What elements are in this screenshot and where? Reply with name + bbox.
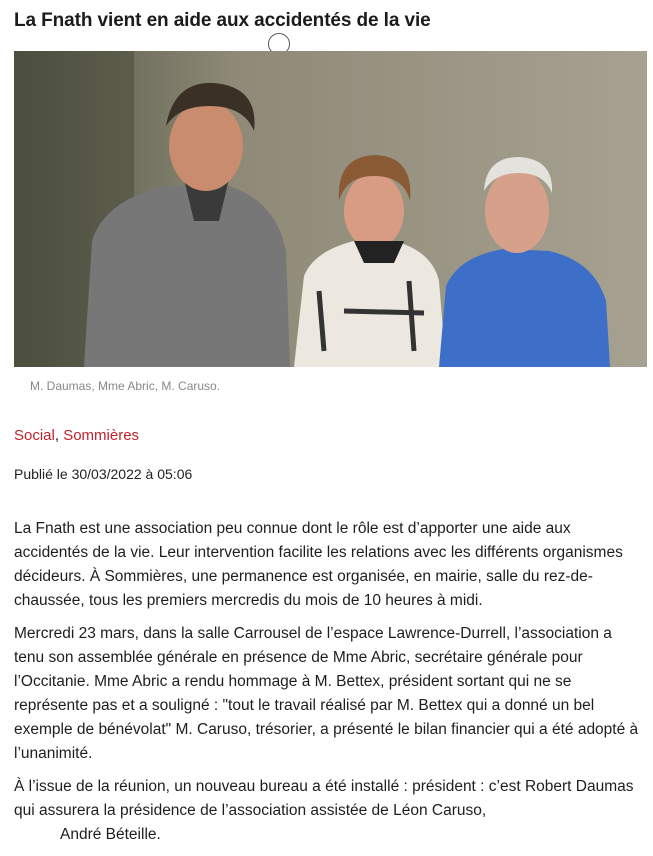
article-paragraph: À l’issue de la réunion, un nouveau bureau a été installé : président : c’est Robert Daumas qui assurera la présidence de l’association assistée de Léon Caruso, <box>14 778 634 819</box>
category-link-sommieres[interactable]: Sommières <box>63 427 140 444</box>
article-body <box>14 517 646 856</box>
article-photo <box>14 51 647 367</box>
article-title: La Fnath vient en aide aux accidentés de la vie <box>14 10 431 31</box>
category-links <box>14 427 139 444</box>
published-date: Publié le 30/03/2022 à 05:06 <box>14 466 193 482</box>
category-separator: , <box>54 427 64 444</box>
article-paragraph: La Fnath est une association peu connue dont le rôle est d’apporter une aide aux accidentés de la vie. Leur intervention facilite les relations avec les différents organismes décideurs. À Sommières, une permanence est organisée, en mairie, salle du rez-de-chaussée, tous les premiers mercredis du mois de 10 heures à midi. <box>14 520 623 609</box>
category-link-social[interactable]: Social <box>14 427 55 444</box>
photo-caption: M. Daumas, Mme Abric, M. Caruso. <box>30 379 221 393</box>
article-paragraph: Mercredi 23 mars, dans la salle Carrousel de l’espace Lawrence-Durrell, l’association a tenu son assemblée générale en présence de Mme Abric, secrétaire générale pour l’Occitanie. Mme Abric a rendu hommage à M. Bettex, président sortant qui ne se représente pas et a souligné : "tout le travail réalisé par M. Bettex qui a donné un bel exemple de bénévolat" M. Caruso, trésorier, a présenté le bilan financier qui a été adopté à l’unanimité. <box>14 625 639 762</box>
article-paragraph: André Béteille. <box>60 826 161 843</box>
